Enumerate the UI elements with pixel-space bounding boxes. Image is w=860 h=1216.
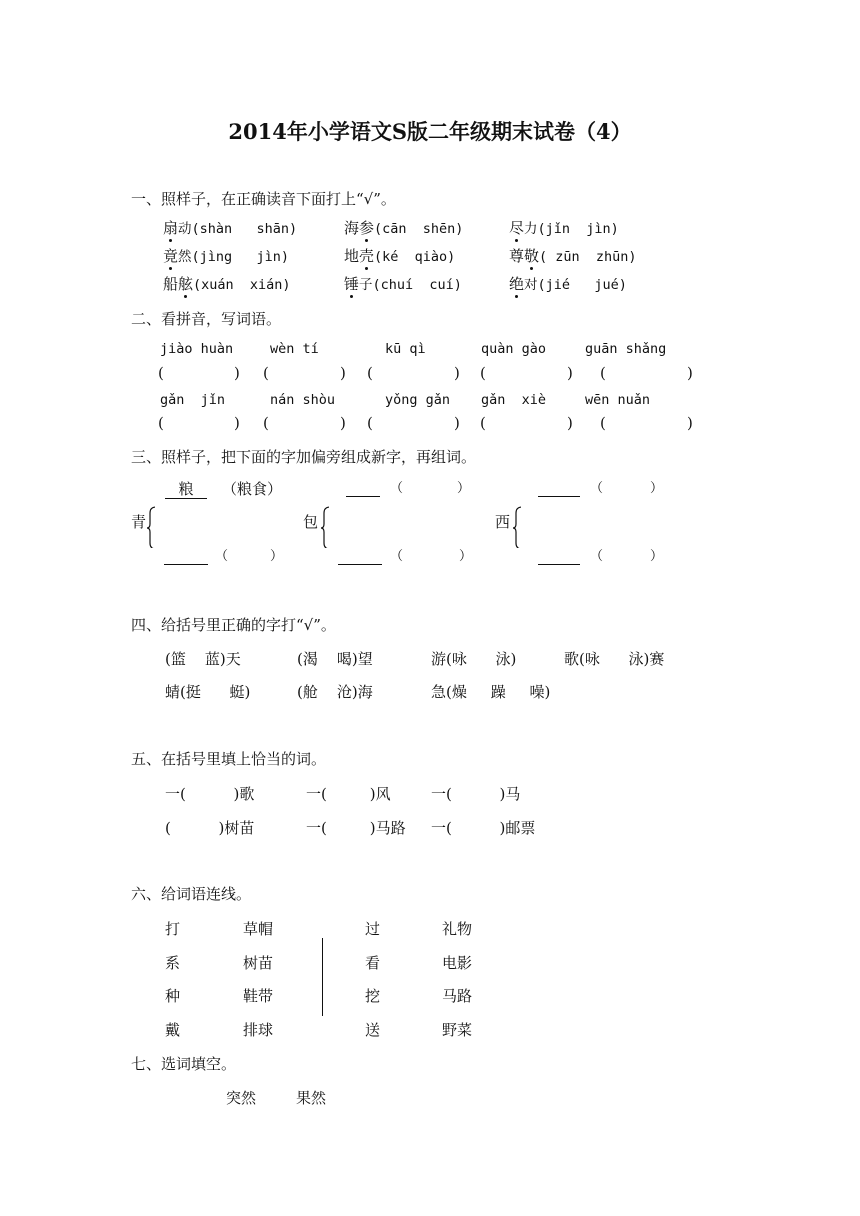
answer-paren-close: ) xyxy=(687,364,693,382)
pinyin-prompt: kū qì xyxy=(385,341,426,357)
q7-word-2: 果然 xyxy=(296,1089,327,1107)
q3-heading: 三、照样子，把下面的字加偏旁组成新字，再组词。 xyxy=(131,448,477,466)
answer-paren-open: ( xyxy=(480,364,486,382)
match-word: 礼物 xyxy=(442,920,473,938)
q3-example-char: 粮 xyxy=(165,480,207,499)
answer-paren-open: ( xyxy=(158,414,164,432)
dotted-char: 绝 xyxy=(509,275,525,293)
answer-paren-close: ) xyxy=(687,414,693,432)
brace-path xyxy=(513,507,521,548)
answer-paren-open: （ xyxy=(390,481,404,496)
pinyin-prompt: guān shǎng xyxy=(585,341,667,357)
brace-path xyxy=(147,507,155,548)
q2-heading: 二、看拼音，写词语。 xyxy=(131,310,282,328)
item-text: 动(shàn shān) xyxy=(178,221,298,237)
match-word: 挖 xyxy=(365,987,381,1005)
item-text: (ké qiào) xyxy=(374,249,456,265)
match-word: 排球 xyxy=(243,1021,274,1039)
brace-icon xyxy=(321,506,329,548)
q1-item xyxy=(509,275,627,294)
fill-item: 一( )风 xyxy=(306,785,391,803)
brace-icon xyxy=(147,506,155,548)
answer-paren-close: ） xyxy=(650,549,664,564)
item-text: (xuán xián) xyxy=(193,277,291,293)
match-word: 种 xyxy=(165,987,181,1005)
q3-root-char: 包 xyxy=(303,513,319,531)
fill-item: 一( )马路 xyxy=(306,819,406,837)
choice-item: 游(咏 泳) xyxy=(431,650,517,668)
q1-item xyxy=(344,219,463,238)
choice-item: 蜻(挺 蜓) xyxy=(165,683,251,701)
match-word: 送 xyxy=(365,1021,381,1039)
match-word: 野菜 xyxy=(442,1021,473,1039)
answer-blank[interactable] xyxy=(164,548,208,565)
answer-paren-close: ) xyxy=(340,364,346,382)
item-text: 然(jìng jìn) xyxy=(178,249,290,265)
dotted-char: 竟 xyxy=(163,247,179,265)
q3-root-char: 西 xyxy=(495,513,511,531)
q1-item xyxy=(163,275,291,294)
fill-item: 一( )马 xyxy=(431,785,521,803)
fill-item: 一( )歌 xyxy=(165,785,255,803)
answer-blank[interactable] xyxy=(346,480,380,497)
q5-heading: 五、在括号里填上恰当的词。 xyxy=(131,750,327,768)
answer-paren-close: ) xyxy=(234,364,240,382)
choice-item: 歌(咏 泳)赛 xyxy=(564,650,665,668)
item-text: 力(jǐn jìn) xyxy=(524,221,619,237)
pinyin-prompt: jiào huàn xyxy=(160,341,234,357)
match-word: 系 xyxy=(165,954,181,972)
answer-paren-open: ( xyxy=(367,414,373,432)
q7-word-1: 突然 xyxy=(226,1089,257,1107)
pinyin-prompt: wēn nuǎn xyxy=(585,392,651,408)
answer-blank[interactable] xyxy=(538,548,580,565)
answer-paren-open: ( xyxy=(600,364,606,382)
match-word: 过 xyxy=(365,920,381,938)
choice-item: (篮 蓝)天 xyxy=(165,650,241,668)
choice-item: 急(燥 躁 噪) xyxy=(431,683,551,701)
pinyin-prompt: nán shòu xyxy=(270,392,336,408)
answer-paren-close: ) xyxy=(340,414,346,432)
dotted-char: 敬 xyxy=(524,247,540,265)
answer-paren-close: ） xyxy=(650,481,664,496)
dotted-char: 扇 xyxy=(163,219,179,237)
pinyin-prompt: wèn tí xyxy=(270,341,319,357)
match-word: 鞋带 xyxy=(243,987,274,1005)
fill-item: ( )树苗 xyxy=(165,819,255,837)
item-text: 海 xyxy=(344,219,360,237)
answer-paren-open: ( xyxy=(263,364,269,382)
answer-paren-close: ) xyxy=(234,414,240,432)
answer-blank[interactable] xyxy=(538,480,580,497)
answer-paren-open: （ xyxy=(590,549,604,564)
page-title: 2014年小学语文S版二年级期末试卷（4） xyxy=(228,119,632,144)
brace-icon xyxy=(513,506,521,548)
answer-paren-close: ） xyxy=(457,481,471,496)
match-word: 电影 xyxy=(442,954,473,972)
answer-paren-close: ） xyxy=(270,549,284,564)
match-word: 草帽 xyxy=(243,920,274,938)
answer-paren-open: （ xyxy=(215,549,229,564)
dotted-char: 尽 xyxy=(509,219,525,237)
answer-paren-open: ( xyxy=(158,364,164,382)
q1-item xyxy=(344,247,455,266)
item-text: 对(jié jué) xyxy=(524,277,627,293)
answer-blank[interactable] xyxy=(338,548,382,565)
answer-paren-open: ( xyxy=(263,414,269,432)
q1-item xyxy=(163,219,297,238)
answer-paren-open: ( xyxy=(480,414,486,432)
match-word: 马路 xyxy=(442,987,473,1005)
answer-paren-open: （ xyxy=(590,481,604,496)
item-text: ( zūn zhūn) xyxy=(539,249,637,265)
q1-item xyxy=(344,275,462,294)
answer-paren-open: ( xyxy=(600,414,606,432)
q3-root-char: 青 xyxy=(131,513,147,531)
q3-example-word: （粮食） xyxy=(222,480,283,498)
q1-item xyxy=(509,247,637,266)
item-text: (cān shēn) xyxy=(374,221,464,237)
q6-divider xyxy=(322,938,323,1016)
match-word: 树苗 xyxy=(243,954,274,972)
answer-paren-close: ) xyxy=(567,414,573,432)
q4-heading: 四、给括号里正确的字打“√”。 xyxy=(131,616,336,634)
q1-item xyxy=(163,247,289,266)
fill-item: 一( )邮票 xyxy=(431,819,536,837)
pinyin-prompt: quàn gào xyxy=(481,341,547,357)
pinyin-prompt: gǎn xiè xyxy=(481,392,547,408)
choice-item: (舱 沧)海 xyxy=(297,683,373,701)
answer-paren-close: ） xyxy=(459,549,473,564)
q1-item xyxy=(509,219,619,238)
dotted-char: 锤 xyxy=(344,275,360,293)
item-text: 地 xyxy=(344,247,360,265)
q6-heading: 六、给词语连线。 xyxy=(131,885,252,903)
dotted-char: 壳 xyxy=(359,247,375,265)
answer-paren-close: ) xyxy=(454,414,460,432)
q1-heading: 一、照样子，在正确读音下面打上“√”。 xyxy=(131,190,396,208)
answer-paren-open: （ xyxy=(390,549,404,564)
dotted-char: 参 xyxy=(359,219,375,237)
brace-path xyxy=(321,507,329,548)
pinyin-prompt: gǎn jǐn xyxy=(160,392,226,408)
pinyin-prompt: yǒng gǎn xyxy=(385,392,451,408)
choice-item: (渴 喝)望 xyxy=(297,650,373,668)
answer-paren-close: ) xyxy=(454,364,460,382)
match-word: 戴 xyxy=(165,1021,181,1039)
item-text: 船 xyxy=(163,275,179,293)
dotted-char: 舷 xyxy=(178,275,194,293)
q7-heading: 七、选词填空。 xyxy=(131,1055,237,1073)
answer-paren-open: ( xyxy=(367,364,373,382)
match-word: 打 xyxy=(165,920,181,938)
item-text: 子(chuí cuí) xyxy=(359,277,462,293)
answer-paren-close: ) xyxy=(567,364,573,382)
match-word: 看 xyxy=(365,954,381,972)
item-text: 尊 xyxy=(509,247,525,265)
